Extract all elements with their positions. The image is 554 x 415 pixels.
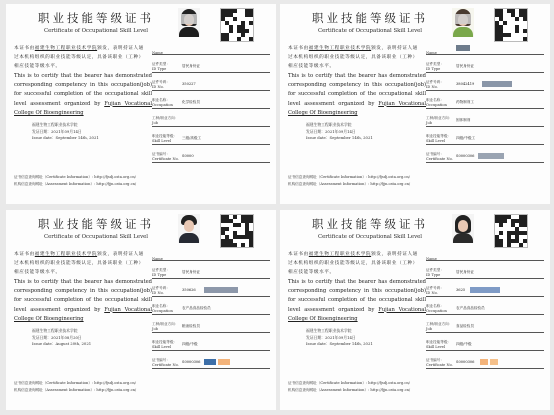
qr-code-icon (220, 8, 254, 42)
qr-module (523, 223, 527, 227)
qr-module (233, 17, 237, 21)
field-name: Name (152, 250, 270, 267)
field-skill-level: 职业技能等级： Skill Level 四级/中级 (152, 340, 270, 357)
field-id-type: 证件类型： ID Type 居民身份证 (152, 268, 270, 285)
field-certificate-no: 证书编号： Certificate No. S0000 (152, 152, 270, 169)
english-statement: This is to certify that the bearer has demonstrated corresponding competency in this occupation(job) for successful completion of the occupational skill level assessment organized by Fujian Vocational College Of Bioengineering (14, 279, 153, 322)
certificate-subtitle: Certificate of Occupational Skill Level (317, 234, 423, 240)
qr-module (523, 37, 527, 41)
certificate-top-left (6, 4, 276, 204)
qr-module (499, 243, 503, 247)
holder-photo (452, 214, 474, 243)
qr-module (249, 13, 253, 17)
organizer-name: Fujian Vocational College Of Bioengineering (288, 100, 427, 116)
qr-module (225, 227, 229, 231)
qr-module (249, 21, 253, 25)
field-name: Name (426, 44, 544, 61)
footer-links: 证书信息查询网址（Certificate Information）: http://fjsdj.osta.org.cn/ 机构信息查询网址（Assessment Information）: http://fjjn.osta.org.cn/ (288, 175, 411, 186)
field-job: 工种/职业方向： Job (152, 116, 270, 133)
holder-photo (178, 8, 200, 37)
qr-code-icon (494, 8, 528, 42)
certificate-title: 职业技能等级证书 (312, 217, 428, 231)
organizer-name: Fujian Vocational College Of Bioengineering (288, 306, 427, 322)
qr-module (503, 219, 507, 223)
certificate-subtitle: Certificate of Occupational Skill Level (43, 234, 149, 240)
qr-module (503, 21, 507, 25)
chinese-statement: 本证书由福建生物工程职业技术学院颁发，表明持证人通过本机构组织的职业技能等级认定，具备该职业（工种）相应技能等级水平。 (288, 252, 418, 275)
issue-block: 福建生物工程职业技术学院 发证日期：2021年09月14日 Issue date：September 14th, 2021 (306, 328, 373, 346)
field-id-no: 证件号码： ID No. 350227 (152, 80, 270, 97)
field-id-type: 证件类型： ID Type 居民身份证 (426, 268, 544, 285)
field-occupation: 职业名称： Occupation 化学检验员 (152, 98, 270, 115)
qr-module (499, 37, 503, 41)
chinese-statement: 本证书由福建生物工程职业技术学院颁发，表明持证人通过本机构组织的职业技能等级认定，具备该职业（工种）相应技能等级水平。 (14, 252, 144, 275)
certificate-bottom-right (280, 210, 550, 410)
organizer-name: Fujian Vocational College Of Bioengineering (14, 306, 153, 322)
qr-module (233, 9, 237, 13)
english-statement: This is to certify that the bearer has demonstrated corresponding competency in this occupation(job) for successful completion of the occupational skill level assessment organized by Fujian Vocational College Of Bioengineering (288, 279, 427, 322)
qr-code-icon (494, 214, 528, 248)
chinese-statement: 本证书由福建生物工程职业技术学院颁发，表明持证人通过本机构组织的职业技能等级认定，具备该职业（工种）相应技能等级水平。 (14, 46, 144, 69)
qr-module (225, 37, 229, 41)
qr-module (249, 37, 253, 41)
footer-links: 证书信息查询网址（Certificate Information）: http://fjsdj.osta.org.cn/ 机构信息查询网址（Assessment Information）: http://fjjn.osta.org.cn/ (14, 175, 137, 186)
qr-module (515, 17, 519, 21)
field-occupation: 职业名称： Occupation 农产品食品检验员 (152, 304, 270, 321)
qr-module (499, 223, 503, 227)
qr-module (523, 231, 527, 235)
field-name: Name (426, 250, 544, 267)
field-id-no: 证件号码： ID No. 38042419 (426, 80, 544, 97)
field-certificate-no: 证书编号： Certificate No. S0000306 (152, 358, 270, 375)
qr-module (241, 33, 245, 37)
holder-photo (452, 8, 474, 37)
certificate-subtitle: Certificate of Occupational Skill Level (43, 28, 149, 34)
qr-module (507, 243, 511, 247)
field-name: Name (152, 44, 270, 61)
qr-code-icon (220, 214, 254, 248)
qr-module (507, 33, 511, 37)
english-statement: This is to certify that the bearer has demonstrated corresponding competency in this occupation(job) for successful completion of the occupational skill level assessment organized by Fujian Vocational College Of Bioengineering (288, 73, 427, 116)
organizer-name: Fujian Vocational College Of Bioengineering (14, 100, 153, 116)
issue-block: 福建生物工程职业技术学院 发证日期：2021年09月14日 Issue date：September 14th, 2021 (32, 122, 99, 140)
field-id-no: 证件号码： ID No. 3625 (426, 286, 544, 303)
qr-module (237, 37, 241, 41)
field-occupation: 职业名称： Occupation 药物制剂工 (426, 98, 544, 115)
qr-module (519, 243, 523, 247)
qr-module (249, 243, 253, 247)
field-job: 工种/职业方向： Job 粮油检验员 (152, 322, 270, 339)
chinese-statement: 本证书由福建生物工程职业技术学院颁发，表明持证人通过本机构组织的职业技能等级认定，具备该职业（工种）相应技能等级水平。 (288, 46, 418, 69)
field-occupation: 职业名称： Occupation 农产品食品检验员 (426, 304, 544, 321)
qr-module (229, 29, 233, 33)
qr-module (249, 219, 253, 223)
field-id-type: 证件类型： ID Type 居民身份证 (152, 62, 270, 79)
qr-module (515, 29, 519, 33)
field-id-no: 证件号码： ID No. 350626 (152, 286, 270, 303)
qr-module (233, 215, 237, 219)
certificate-bottom-left (6, 210, 276, 410)
footer-links: 证书信息查询网址（Certificate Information）: http://fjsdj.osta.org.cn/ 机构信息查询网址（Assessment Information）: http://fjjn.osta.org.cn/ (288, 381, 411, 392)
field-certificate-no: 证书编号： Certificate No. S0000306 (426, 152, 544, 169)
field-skill-level: 职业技能等级： Skill Level 三级/高级工 (152, 134, 270, 151)
field-id-type: 证件类型： ID Type 居民身份证 (426, 62, 544, 79)
english-statement: This is to certify that the bearer has demonstrated corresponding competency in this occupation(job) for successful completion of the occupational skill level assessment organized by Fujian Vocational College Of Bioengineering (14, 73, 153, 116)
qr-module (241, 243, 245, 247)
certificate-subtitle: Certificate of Occupational Skill Level (317, 28, 423, 34)
issue-block: 福建生物工程职业技术学院 发证日期：2021年09月14日 Issue date：September 14th, 2021 (306, 122, 373, 140)
certificate-title: 职业技能等级证书 (38, 11, 154, 25)
qr-module (499, 231, 503, 235)
field-job: 工种/职业方向： Job 固体制剂 (426, 116, 544, 133)
certificate-top-right (280, 4, 550, 204)
issue-block: 福建生物工程职业技术学院 发证日期：2021年08月20日 Issue date：August 20th, 2021 (32, 328, 92, 346)
footer-links: 证书信息查询网址（Certificate Information）: http://fjsdj.osta.org.cn/ 机构信息查询网址（Assessment Information）: http://fjjn.osta.org.cn/ (14, 381, 137, 392)
field-job: 工种/职业方向： Job 食品检验员 (426, 322, 544, 339)
qr-module (523, 17, 527, 21)
qr-module (523, 239, 527, 243)
qr-module (523, 29, 527, 33)
field-certificate-no: 证书编号： Certificate No. S0000306 (426, 358, 544, 375)
field-skill-level: 职业技能等级： Skill Level 四级/中级 (426, 340, 544, 357)
qr-module (245, 29, 249, 33)
qr-module (237, 223, 241, 227)
qr-module (233, 243, 237, 247)
holder-photo (178, 214, 200, 243)
certificate-title: 职业技能等级证书 (312, 11, 428, 25)
certificate-title: 职业技能等级证书 (38, 217, 154, 231)
field-skill-level: 职业技能等级： Skill Level 四级/中级工 (426, 134, 544, 151)
